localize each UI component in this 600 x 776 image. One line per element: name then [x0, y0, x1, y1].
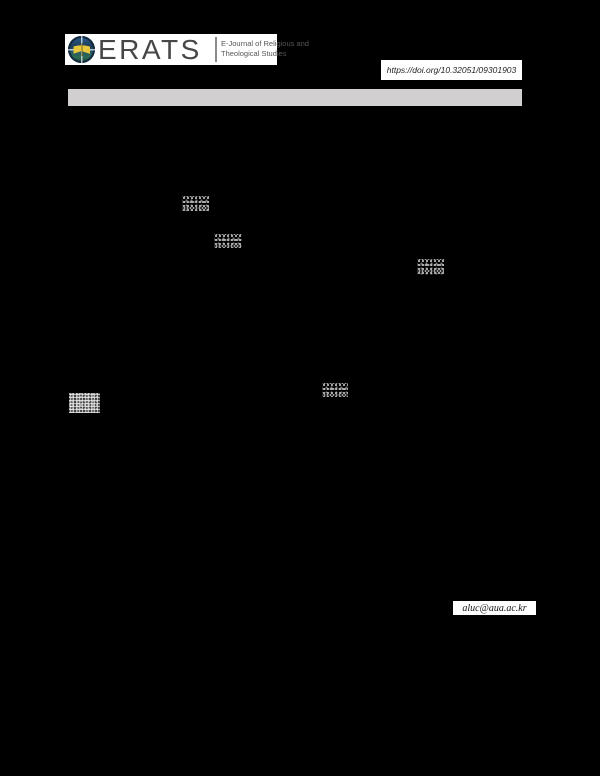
author-email[interactable]: [453, 601, 536, 615]
text-remnant: [182, 196, 209, 211]
journal-tagline: [221, 39, 309, 58]
erats-globe-icon: [68, 36, 95, 63]
redacted-title-bar: [68, 89, 522, 106]
logo-divider: [215, 37, 217, 62]
text-remnant: [417, 259, 444, 275]
doi-text: https://doi.org/10.32051/09301903: [386, 65, 517, 75]
text-remnant: [214, 234, 242, 248]
journal-brand-text: ERATS: [98, 34, 202, 65]
open-book-spine: [81, 43, 82, 56]
journal-logo: [65, 34, 309, 65]
author-email-text: aluc@aua.ac.kr: [462, 602, 527, 614]
journal-tagline-line2: Theological Studies: [221, 48, 287, 58]
doi-link[interactable]: [381, 60, 522, 80]
text-remnant: [322, 383, 348, 397]
text-remnant: [69, 393, 100, 413]
journal-tagline-line1: E-Journal of Religious and: [221, 39, 309, 48]
